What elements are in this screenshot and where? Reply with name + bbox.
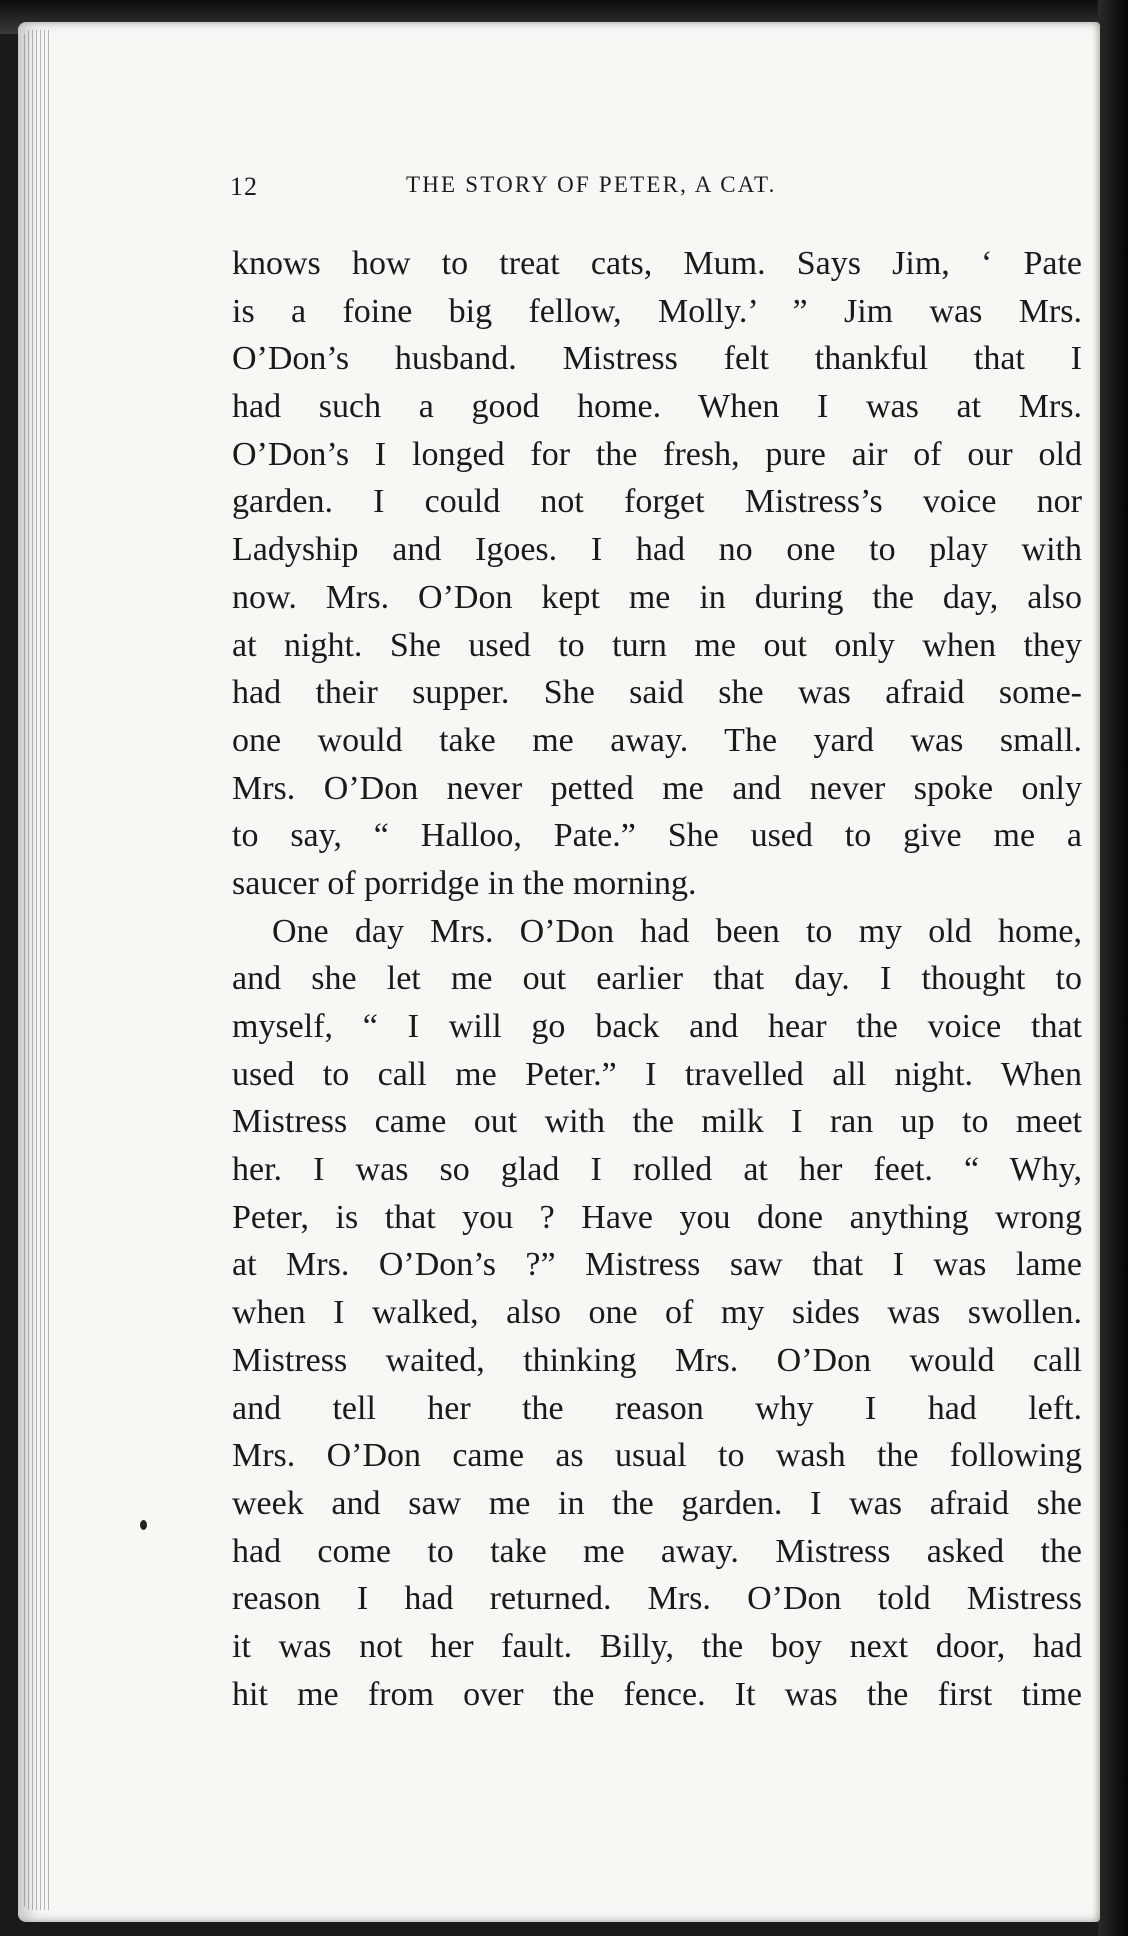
text-line: O’Don’s I longed for the fresh, pure air of our old <box>232 435 1082 473</box>
text-line: is a foine big fellow, Molly.’ ” Jim was Mrs. <box>232 292 1082 330</box>
text-line: one would take me away. The yard was small. <box>232 721 1082 759</box>
text-line: myself, “ I will go back and hear the voice that <box>232 1008 1082 1045</box>
text-line: it was not her fault. Billy, the boy next door, had <box>232 1627 1082 1665</box>
text-line: week and saw me in the garden. I was afraid she <box>232 1484 1082 1522</box>
text-line: when I walked, also one of my sides was swollen. <box>232 1294 1082 1332</box>
text-line: and tell her the reason why I had left. <box>232 1389 1082 1427</box>
text-line: Mistress came out with the milk I ran up to meet <box>232 1103 1082 1141</box>
page-header <box>212 172 1092 212</box>
text-line: used to call me Peter.” I travelled all night. When <box>232 1055 1082 1093</box>
text-line: Peter, is that you ? Have you done anything wrong <box>232 1198 1082 1236</box>
text-line: Mrs. O’Don never petted me and never spoke only <box>232 769 1082 807</box>
page-number: 12 <box>230 172 258 201</box>
running-title: THE STORY OF PETER, A CAT. <box>406 172 777 197</box>
text-line: saucer of porridge in the morning. <box>232 864 697 902</box>
text-line: at night. She used to turn me out only when they <box>232 626 1082 664</box>
text-line: had come to take me away. Mistress asked the <box>232 1532 1082 1570</box>
text-line: O’Don’s husband. Mistress felt thankful that I <box>232 340 1082 378</box>
ink-speck <box>140 1520 147 1530</box>
text-line: had their supper. She said she was afraid some- <box>232 674 1082 712</box>
body-text <box>232 240 1082 1718</box>
text-line: to say, “ Halloo, Pate.” She used to give me a <box>232 817 1082 855</box>
scanner-right-edge <box>1098 0 1128 1936</box>
page-stack-edge <box>24 30 50 1910</box>
paragraph-first-line: One day Mrs. O’Don had been to my old home, <box>272 912 1082 950</box>
text-line: at Mrs. O’Don’s ?” Mistress saw that I was lame <box>232 1246 1082 1284</box>
text-line: Ladyship and Igoes. I had no one to play with <box>232 531 1082 569</box>
text-line: reason I had returned. Mrs. O’Don told Mistress <box>232 1580 1082 1618</box>
text-line: hit me from over the fence. It was the first time <box>232 1675 1082 1713</box>
text-line: and she let me out earlier that day. I thought to <box>232 960 1082 998</box>
text-line: her. I was so glad I rolled at her feet. “ Why, <box>232 1151 1082 1189</box>
text-line: Mrs. O’Don came as usual to wash the following <box>232 1437 1082 1475</box>
text-line: now. Mrs. O’Don kept me in during the day, also <box>232 578 1082 616</box>
text-line: garden. I could not forget Mistress’s voice nor <box>232 483 1082 521</box>
text-line: Mistress waited, thinking Mrs. O’Don would call <box>232 1341 1082 1379</box>
text-line: had such a good home. When I was at Mrs. <box>232 388 1082 426</box>
text-line: knows how to treat cats, Mum. Says Jim, ‘ Pate <box>232 245 1082 282</box>
